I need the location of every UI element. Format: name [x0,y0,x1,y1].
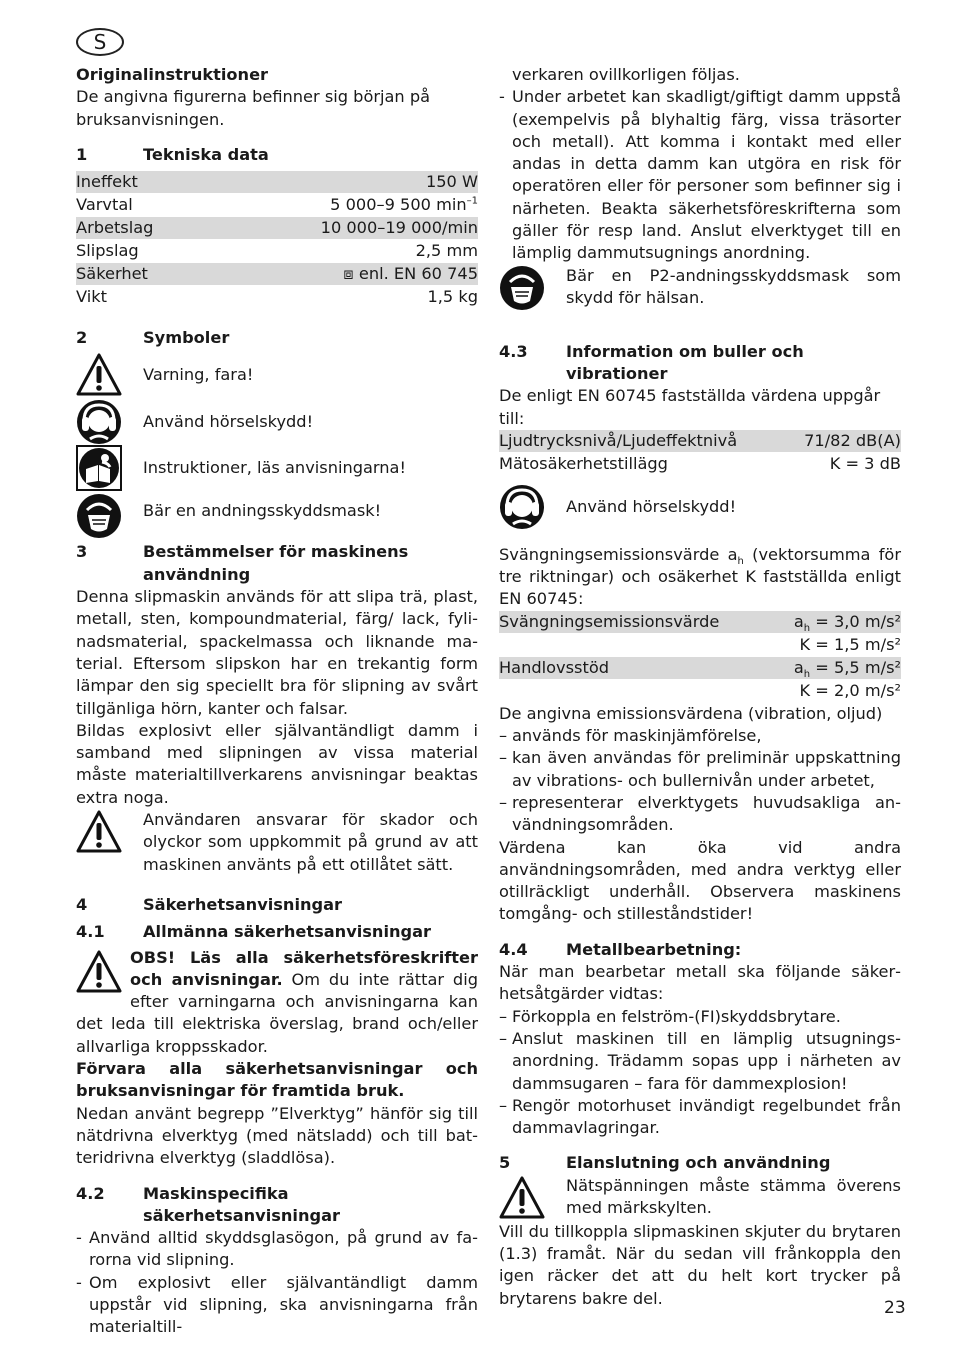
section-title: Säkerhetsanvisningar [143,894,343,914]
text-part: (vektorsumma för tre riktningar) och osäkerhet K fastställda enligt EN 60745: [499,544,901,609]
list-item: – används för maskinjämförelse, [499,725,901,747]
section-title: Tekniska data [143,144,269,164]
section-5-heading [499,1152,901,1174]
paragraph: När man bearbetar metall ska följande säkerhetsåtgärder vidtas: [499,962,901,1004]
paragraph-rest: Om du inte rättar dig efter varningarna och anvisningarna kan det leda till elektriska överslag, brand och/eller allvarliga kroppsskador. [76,969,478,1056]
value-text: = 5,5 m/s² [810,657,901,677]
language-badge: S [76,28,124,56]
note-text: Användaren ansvarar för skador och olyckor som uppkommit på grund av att maskinen använts på ett otillåtet sätt. [143,810,478,874]
list-item-text: verkaren ovillkorligen följas. [512,65,740,84]
table-row [499,656,901,679]
row-value: 1,5 kg [427,287,478,307]
table-row [499,679,901,702]
section-title: Allmänna säkerhetsanvisningar [143,922,432,942]
symbol-label: Instruktioner, läs anvisningarna! [143,458,406,478]
list-item: - Använd alltid skyddsglasögon, på grund av farorna vid slipning. [76,1227,478,1272]
warning-note [76,809,478,876]
row-label: Ljudtrycksnivå/Ljudeffektnivå [499,430,785,453]
table-row [499,633,901,656]
row-label: Vikt [76,287,107,307]
note-text: Bär en P2-andningsskyddsmask som skydd för hälsan. [566,265,901,307]
section-title: Information om buller och vibrationer [566,341,804,383]
page-number: 23 [884,1298,906,1318]
right-column [499,64,901,1310]
table-row [76,286,478,309]
list-item-text: Rengör motorhuset invändigt regelbundet från dammavlagringar. [512,1095,901,1138]
section-number: 4.4 [499,939,528,959]
section-title: Symboler [143,328,230,348]
subscript: h [803,668,811,680]
symbol-row [76,445,478,491]
respirator-mask-icon [76,493,122,539]
section-number: 4.2 [76,1183,105,1203]
value-text: 5 000–9 500 min [330,195,467,215]
row-value: 71/82 dB(A) [785,430,901,453]
symbol-label: Bär en andningsskyddsmask! [143,501,382,521]
section-title: Bestämmelser för maskinens användning [143,542,409,584]
symbol-label: Använd hörselskydd! [143,412,314,432]
value-symbol: a [793,657,804,677]
row-value: K = 3 dB [829,453,901,473]
respirator-mask-icon [499,265,545,311]
row-value: K = 1,5 m/s² [799,634,901,654]
ear-protection-icon [76,399,122,445]
section-3-heading [76,541,478,586]
section-number: 4.3 [499,341,528,361]
row-label: Varvtal [76,195,133,215]
table-row [76,217,478,240]
warning-icon [499,1175,545,1221]
list-item: – Rengör motorhuset invändigt regelbundet från dammavlagringar. [499,1095,901,1140]
vibration-intro [499,544,901,611]
list-item-text: används för maskinjämförelse, [512,726,762,746]
section-4-2-heading [76,1183,478,1228]
section-title: Elanslutning och användning [566,1153,831,1173]
row-label: Arbetslag [76,217,209,240]
section-number: 1 [76,144,88,164]
row-value: 10 000–19 000/min [209,217,478,240]
list-item-text: kan även användas för preliminär uppskattning av vibrations- och bullernivån under arbetet, [512,748,901,790]
intro-text: De angivna figurerna befinner sig början på bruksanvisningen. [76,87,431,129]
section-4-heading [76,894,478,916]
row-value [769,611,901,634]
paragraph: Bildas explosivt eller självantändligt damm i samband med slipningen av vissa material måste materialtillverkarens anvisningar beaktas extra noga. [76,720,478,807]
note-text: Använd hörselskydd! [566,496,737,516]
tech-data-table [76,171,478,309]
list-item-text: Om explosivt eller självantändligt damm uppstår vid slipning, ska anvisningarna från materialtill- [89,1272,478,1337]
warning-icon [76,352,122,398]
paragraph: Nedan använt begrepp ”Elverktyg” hänför sig till nätdrivna elverktyg (med nätsladd) och till batteridrivna elverktyg (sladdlösa). [76,1103,478,1168]
left-column [76,64,478,1339]
list-item-continuation [499,64,901,86]
symbol-row [76,352,478,398]
section-4-4-heading [499,939,901,961]
paragraph: Vill du tillkoppla slipmaskinen skjuter du brytaren (1.3) framåt. När du sedan vill frånkoppla den igen räcker det att du helt kort trycker på brytarens bakre del. [499,1221,901,1308]
text-part: Svängningsemissionsvärde a [499,544,738,564]
table-row [76,240,478,263]
ear-protection-note [499,484,901,530]
table-row [76,194,478,217]
section-number: 3 [76,542,88,562]
note-text: Nätspänningen måste stämma överens med märkskylten. [566,1175,901,1217]
row-value [769,656,901,679]
symbol-row [76,493,478,539]
list-item: – representerar elverktygets huvudsakliga användningsområden. [499,792,901,837]
list-item-text: Under arbetet kan skadligt/giftigt damm uppstå (exempelvis på blyhaltig färg, vissa träsorter och metall). Att komma i kontakt med eller andas in detta damm kan utgöra en risk för operatören eller för personer som befinner sig i närheten. Beakta säkerhetsföreskrifterna som gäller för resp land. Anslut elverktyget till en lämplig dammutsugnings anordning. [512,87,901,263]
section-2-heading [76,327,478,349]
bold-paragraph: Förvara alla säkerhetsanvisningar och bruksanvisningar för framtida bruk. [76,1059,478,1101]
row-value [209,194,478,217]
value-symbol: a [793,611,804,631]
table-row [499,611,901,634]
subscript: h [737,556,744,568]
row-value: 150 W [209,171,478,194]
paragraph: De angivna emissionsvärdena (vibration, oljud) [499,703,883,723]
row-label: Säkerhet [76,263,209,286]
table-row [76,171,478,194]
symbol-label: Varning, fara! [143,365,254,385]
row-label [499,679,769,702]
mask-note [499,265,901,311]
section-number: 2 [76,328,88,348]
table-row [76,263,478,286]
row-label: Ineffekt [76,171,209,194]
table-row [499,452,901,475]
vibration-table [499,611,901,703]
voltage-note [499,1175,901,1221]
bold-lead: OBS! Läs alla säkerhetsföreskrifter och anvisningar. [130,947,478,989]
list-item: – Anslut maskinen till en lämplig utsugningsanordning. Trädamm sopas upp i närheten av dammsugaren – fara för dammexplosion! [499,1028,901,1095]
paragraph: Denna slipmaskin används för att slipa trä, plast, metall, sten, kompoundmaterial, färg/ lack, fylinadsmaterial, spackelmassa och liknande material. Eftersom slipskon har en trekantig form lämpar den sig speciellt bra för slipning av svårt tillgänliga hörn, kanter och falsar. [76,587,478,718]
list-item-text: Anslut maskinen till en lämplig utsugningsanordning. Trädamm sopas upp i närheten av dammsugaren – fara för dammexplosion! [512,1028,901,1093]
row-value: ⧈ enl. EN 60 745 [209,263,478,286]
list-item: - Under arbetet kan skadligt/giftigt damm uppstå (exempelvis på blyhaltig färg, vissa träsorter och metall). Att komma i kontakt med eller andas in detta damm kan utgöra en risk för operatören eller för personer som befinner sig i närheten. Beakta säkerhetsföreskrifterna som gäller för resp land. Anslut elverktyget till en lämplig dammutsugnings anordning. [499,86,901,264]
doc-title: Originalinstruktioner [76,65,269,84]
row-label [499,633,769,656]
section-1-heading [76,144,478,166]
row-label: Handlovsstöd [499,656,769,679]
symbol-row [76,399,478,445]
table-row [499,430,901,453]
row-value: K = 2,0 m/s² [799,680,901,700]
list-item: – Förkoppla en felström-(FI)skyddsbrytare. [499,1006,901,1028]
section-title: Metallbearbetning: [566,939,742,959]
row-label: Svängningsemissionsvärde [499,611,769,634]
value-exponent: –1 [466,195,478,207]
warning-icon [76,809,122,876]
paragraph: Värdena kan öka vid andra användningsområden, med andra verktyg eller otillräckligt underhåll. Observera maskinens tomgång- och stilleståndstider! [499,837,901,924]
section-title: Maskinspecifika säkerhetsanvisningar [143,1183,341,1225]
read-manual-icon [76,445,122,491]
paragraph: De enligt EN 60745 fastställda värdena uppgår till: [499,386,881,428]
subscript: h [803,622,811,634]
row-value: 2,5 mm [415,241,478,261]
list-item-text: representerar elverktygets huvudsakliga användningsområden. [512,792,901,835]
section-number: 5 [499,1153,511,1173]
noise-table [499,430,901,476]
row-label: Slipslag [76,241,139,261]
section-number: 4 [76,894,88,914]
list-item: - Om explosivt eller självantändligt damm uppstår vid slipning, ska anvisningarna från materialtill- [76,1272,478,1339]
list-item-text: Använd alltid skyddsglasögon, på grund av farorna vid slipning. [89,1228,478,1270]
warning-icon [76,949,122,995]
general-safety-paragraph [76,947,478,1058]
section-4-3-heading [499,341,901,386]
section-number: 4.1 [76,922,105,942]
section-4-1-heading [76,921,478,943]
value-text: = 3,0 m/s² [810,611,901,631]
ear-protection-icon [499,484,545,530]
list-item-text: Förkoppla en felström-(FI)skyddsbrytare. [512,1006,841,1026]
row-label: Mätosäkerhetstillägg [499,453,668,473]
list-item: – kan även användas för preliminär uppskattning av vibrations- och bullernivån under arbetet, [499,747,901,792]
